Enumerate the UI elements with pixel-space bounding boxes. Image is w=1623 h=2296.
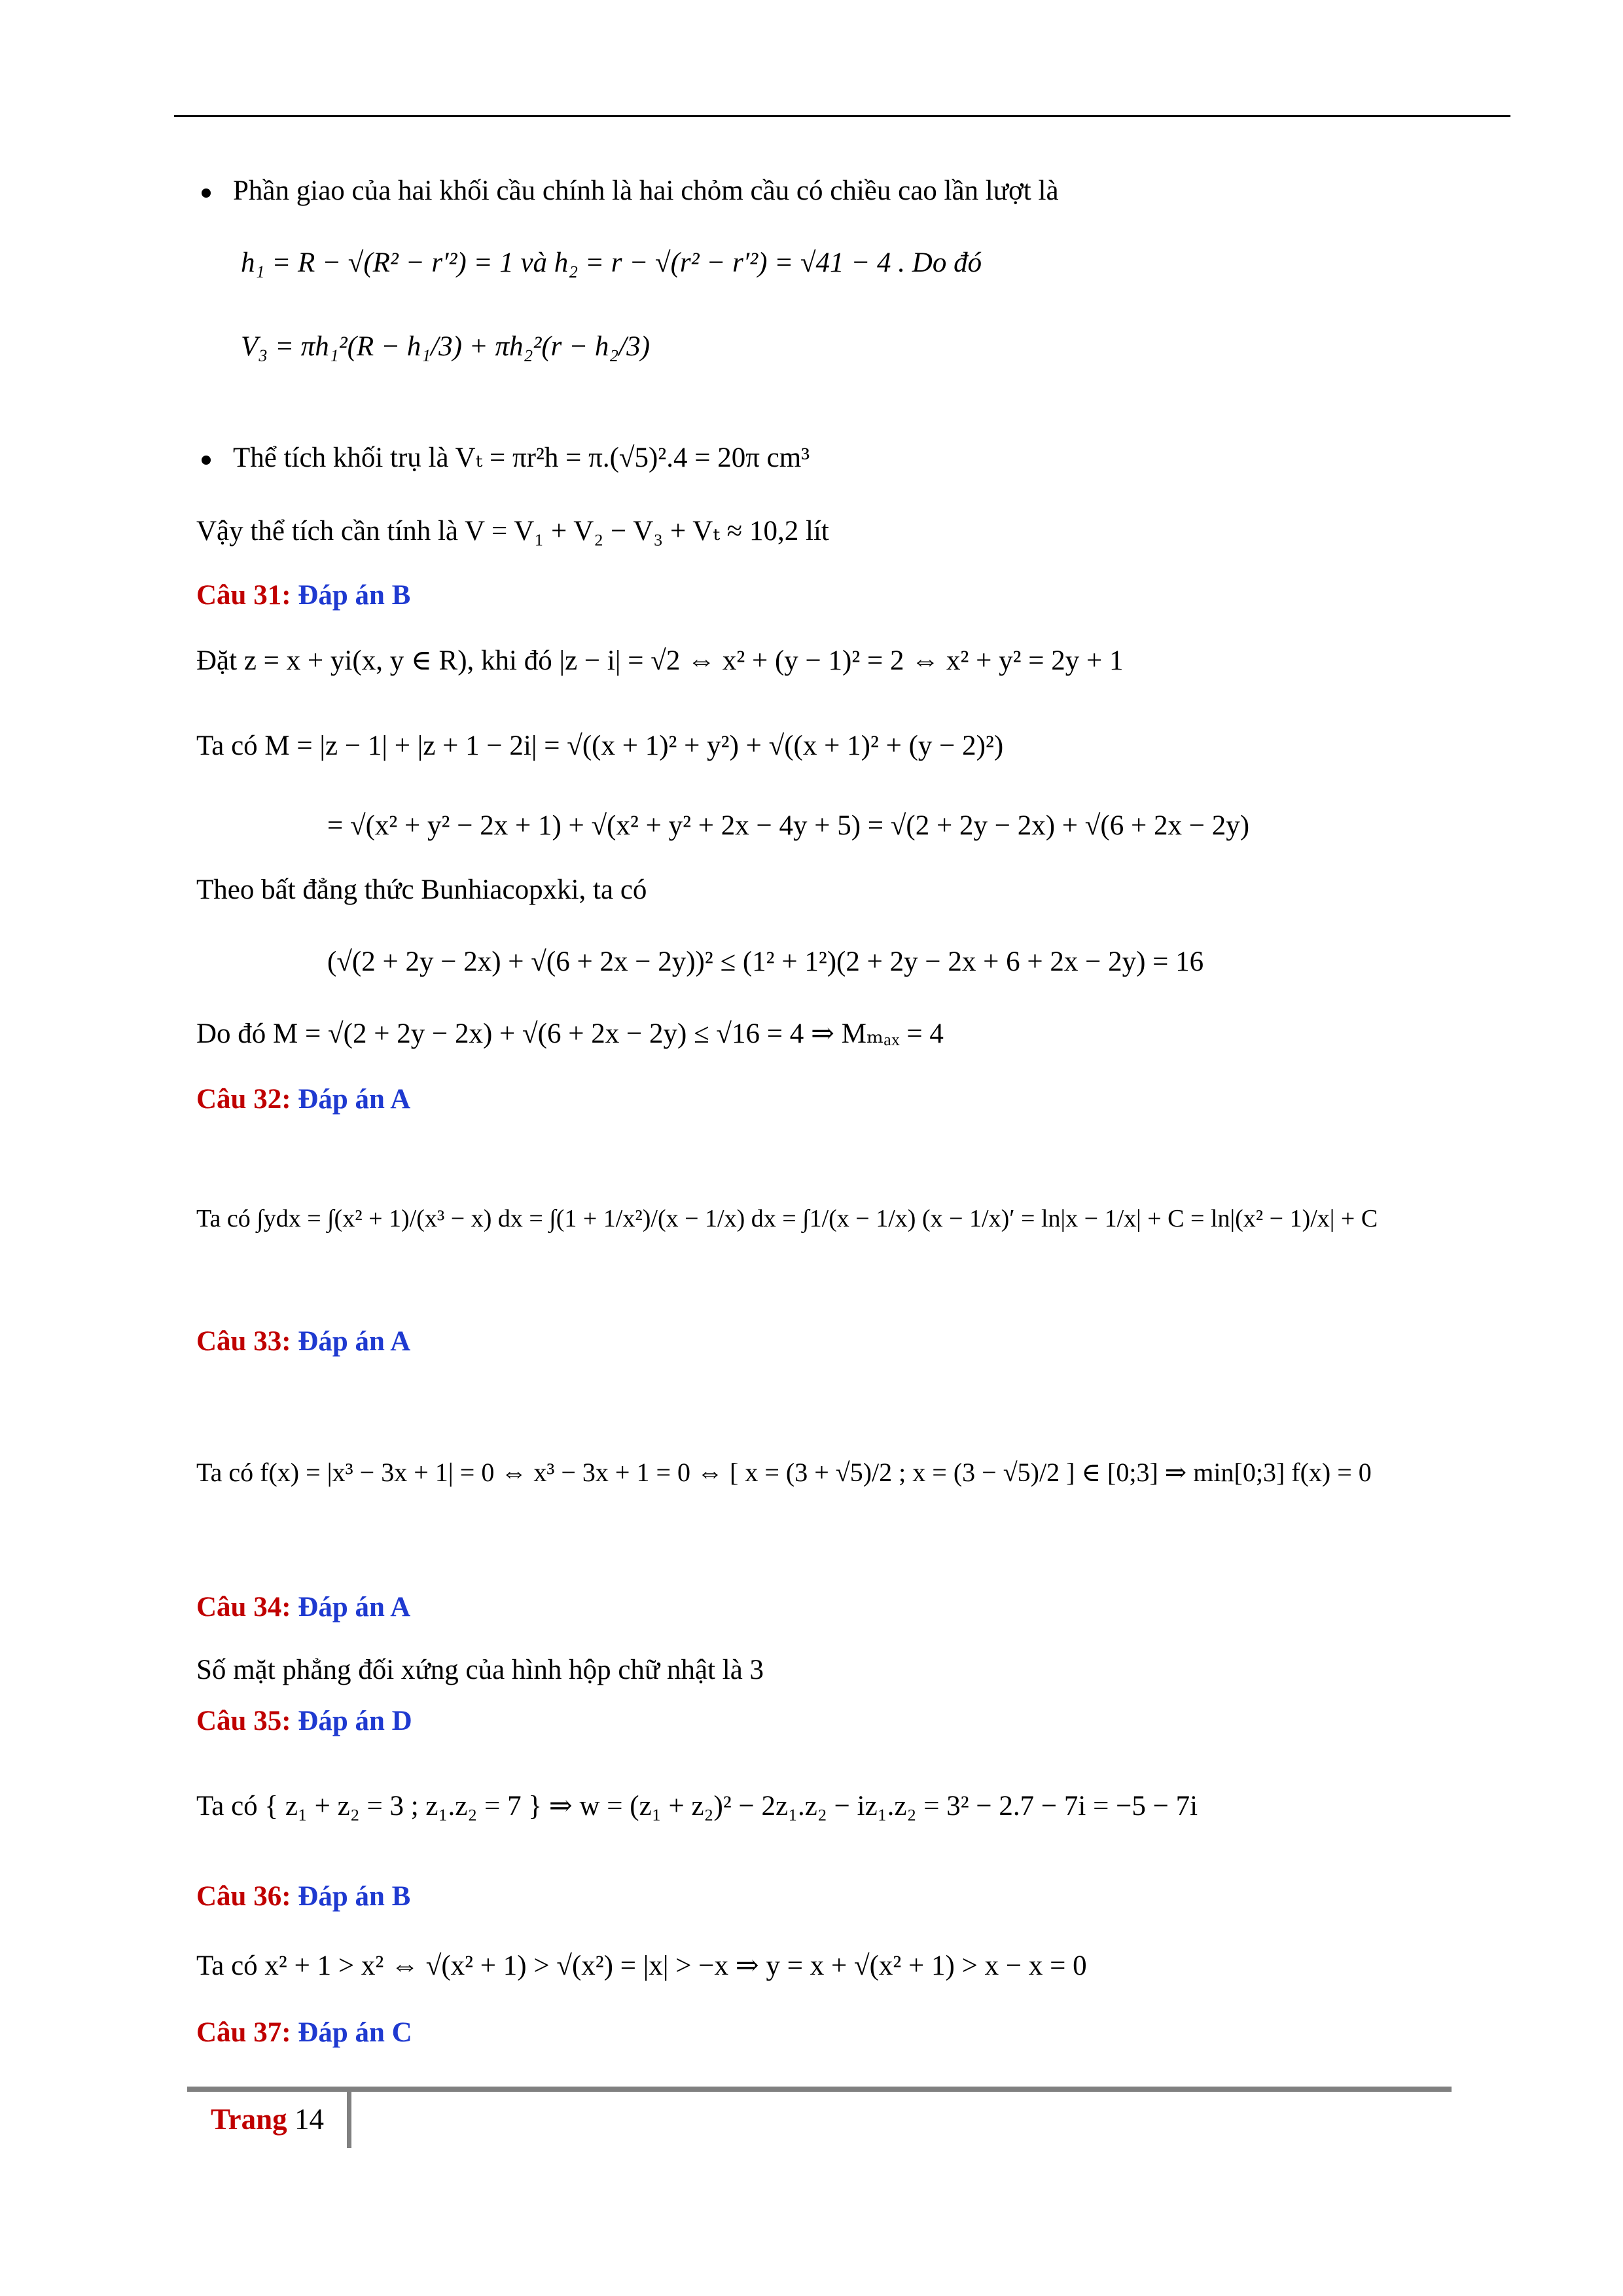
q33-equation: Ta có f(x) = |x³ − 3x + 1| = 0 ⇔ x³ − 3x + 1 = 0 ⇔ [ x = (3 + √5)/2 ; x = (3 − √5)/2 ] ∈ [0;3] ⇒ min[0;3] f(x) = 0	[196, 1458, 1372, 1487]
heading-q35: Câu 35: Đáp án D	[196, 1706, 412, 1736]
bullet-line-2: Thể tích khối trụ là Vₜ = πr²h = π.(√5)².4 = 20π cm³	[196, 439, 810, 478]
q31-line-5: (√(2 + 2y − 2x) + √(6 + 2x − 2y))² ≤ (1² + 1²)(2 + 2y − 2x + 6 + 2x − 2y) = 16	[327, 946, 1204, 977]
bullet-line-1: Phần giao của hai khối cầu chính là hai chỏm cầu có chiều cao lần lượt là	[196, 171, 1059, 211]
heading-q34: Câu 34: Đáp án A	[196, 1592, 411, 1623]
heading-q33: Câu 33: Đáp án A	[196, 1326, 411, 1357]
q31-line-1: Đặt z = x + yi(x, y ∈ R), khi đó |z − i| = √2 ⇔ x² + (y − 1)² = 2 ⇔ x² + y² = 2y + 1	[196, 645, 1124, 676]
footer-rule	[187, 2087, 1452, 2092]
page-footer: Trang 14	[211, 2103, 324, 2136]
q35-equation: Ta có { z₁ + z₂ = 3 ; z₁.z₂ = 7 } ⇒ w = (z₁ + z₂)² − 2z₁.z₂ − iz₁.z₂ = 3² − 2.7 − 7i = −5 − 7i	[196, 1791, 1198, 1821]
math-heights: h₁ = R − √(R² − r′²) = 1 và h₂ = r − √(r² − r′²) = √41 − 4 . Do đó	[241, 247, 982, 278]
q31-line-2: Ta có M = |z − 1| + |z + 1 − 2i| = √((x + 1)² + y²) + √((x + 1)² + (y − 2)²)	[196, 730, 1004, 761]
q36-equation: Ta có x² + 1 > x² ⇔ √(x² + 1) > √(x²) = |x| > −x ⇒ y = x + √(x² + 1) > x − x = 0	[196, 1950, 1087, 1981]
heading-q37: Câu 37: Đáp án C	[196, 2017, 412, 2048]
volume-result: Vậy thể tích cần tính là V = V₁ + V₂ − V₃ + Vₜ ≈ 10,2 lít	[196, 516, 829, 547]
bullet-icon	[202, 188, 211, 198]
q32-integral: Ta có ∫ydx = ∫(x² + 1)/(x³ − x) dx = ∫(1 + 1/x²)/(x − 1/x) dx = ∫1/(x − 1/x) (x − 1/x)′ = ln|x − 1/x| + C = ln|(x² − 1)/x| + C	[196, 1205, 1378, 1232]
heading-q32: Câu 32: Đáp án A	[196, 1084, 411, 1115]
footer-divider	[347, 2092, 351, 2148]
bullet-icon	[202, 456, 211, 465]
q31-line-4: Theo bất đẳng thức Bunhiacopxki, ta có	[196, 874, 647, 905]
q34-text: Số mặt phẳng đối xứng của hình hộp chữ nhật là 3	[196, 1655, 764, 1685]
heading-q36: Câu 36: Đáp án B	[196, 1881, 411, 1912]
heading-q31: Câu 31: Đáp án B	[196, 580, 411, 611]
top-rule	[174, 115, 1510, 117]
q31-line-3: = √(x² + y² − 2x + 1) + √(x² + y² + 2x − 4y + 5) = √(2 + 2y − 2x) + √(6 + 2x − 2y)	[327, 810, 1250, 841]
q31-line-6: Do đó M = √(2 + 2y − 2x) + √(6 + 2x − 2y) ≤ √16 = 4 ⇒ Mₘₐₓ = 4	[196, 1018, 944, 1049]
math-v3: V₃ = πh₁²(R − h₁/3) + πh₂²(r − h₂/3)	[241, 331, 651, 362]
